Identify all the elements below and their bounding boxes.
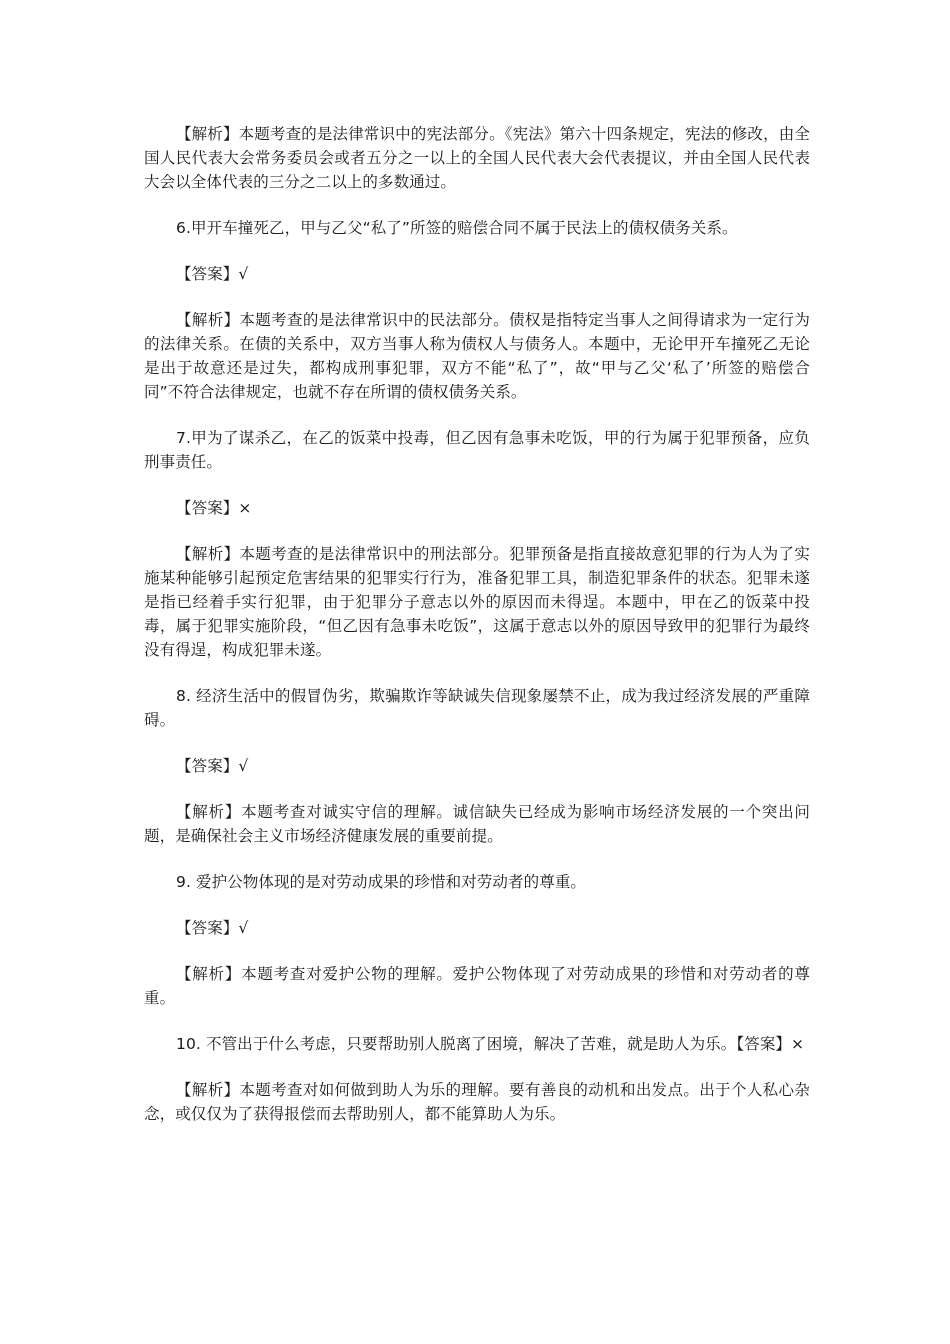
analysis-paragraph-q6: 【解析】本题考查的是法律常识中的民法部分。债权是指特定当事人之间得请求为一定行为的法律关系。在债的关系中，双方当事人称为债权人与债务人。本题中，无论甲开车撞死乙无论是出于故意还是过失，都构成刑事犯罪，双方不能“私了”，故“甲与乙父‘私了’所签的赔偿合同”不符合法律规定，也就不存在所谓的债权债务关系。	[144, 311, 810, 401]
answer-7: 【答案】×	[176, 499, 252, 517]
answer-6: 【答案】√	[176, 265, 249, 283]
question-7: 7.甲为了谋杀乙，在乙的饭菜中投毒，但乙因有急事未吃饭，甲的行为属于犯罪预备，应负刑事责任。	[144, 429, 810, 471]
answer-9: 【答案】√	[176, 919, 249, 937]
answer-8: 【答案】√	[176, 757, 249, 775]
analysis-paragraph-q5: 【解析】本题考查的是法律常识中的宪法部分。《宪法》第六十四条规定，宪法的修改，由全国人民代表大会常务委员会或者五分之一以上的全国人民代表大会代表提议，并由全国人民代表大会以全体代表的三分之二以上的多数通过。	[144, 125, 810, 191]
question-6: 6.甲开车撞死乙，甲与乙父“私了”所签的赔偿合同不属于民法上的债权债务关系。	[176, 219, 738, 237]
question-10: 10. 不管出于什么考虑，只要帮助别人脱离了困境，解决了苦难，就是助人为乐。【答案】×	[176, 1035, 805, 1053]
analysis-paragraph-q10: 【解析】本题考查对如何做到助人为乐的理解。要有善良的动机和出发点。出于个人私心杂念，或仅仅为了获得报偿而去帮助别人，都不能算助人为乐。	[144, 1081, 810, 1123]
document-page	[144, 122, 810, 1148]
analysis-paragraph-q7: 【解析】本题考查的是法律常识中的刑法部分。犯罪预备是指直接故意犯罪的行为人为了实施某种能够引起预定危害结果的犯罪实行行为，准备犯罪工具，制造犯罪条件的状态。犯罪未遂是指已经着手实行犯罪，由于犯罪分子意志以外的原因而未得逞。本题中，甲在乙的饭菜中投毒，属于犯罪实施阶段，“但乙因有急事未吃饭”，这属于意志以外的原因导致甲的犯罪行为最终没有得逞，构成犯罪未遂。	[144, 545, 810, 659]
analysis-paragraph-q9: 【解析】本题考查对爱护公物的理解。爱护公物体现了对劳动成果的珍惜和对劳动者的尊重。	[144, 965, 810, 1007]
analysis-paragraph-q8: 【解析】本题考查对诚实守信的理解。诚信缺失已经成为影响市场经济发展的一个突出问题，是确保社会主义市场经济健康发展的重要前提。	[144, 803, 810, 845]
question-8: 8. 经济生活中的假冒伪劣，欺骗欺诈等缺诚失信现象屡禁不止，成为我过经济发展的严重障碍。	[144, 687, 810, 729]
question-9: 9. 爱护公物体现的是对劳动成果的珍惜和对劳动者的尊重。	[176, 873, 587, 891]
